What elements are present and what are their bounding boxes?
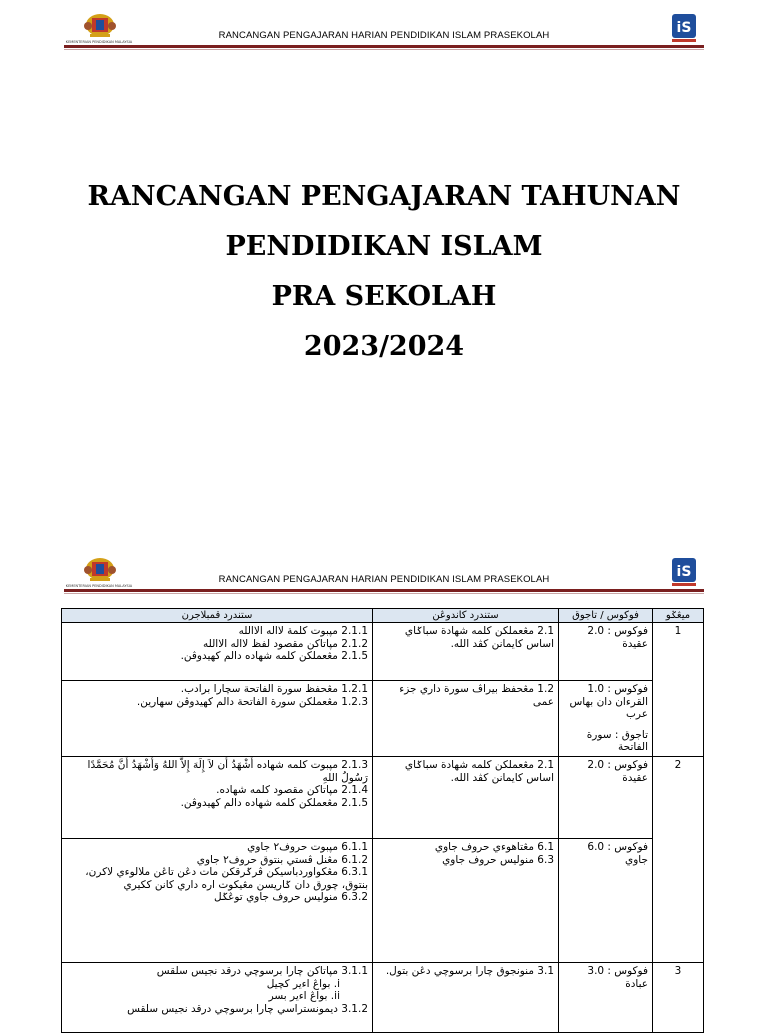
table-row xyxy=(62,623,704,681)
header-rule-thin xyxy=(64,593,704,594)
sp-cell xyxy=(62,681,373,757)
lesson-plan-table xyxy=(61,608,704,1033)
sp-item: 1.2.1 مڠحفظ سورة الفاتحة سچارا برادب. xyxy=(180,683,368,695)
sp-item: 1.2.3 مڠعملكن سورة الفاتحة دالم كهيدوڤن سهارين. xyxy=(136,695,368,708)
sk-item: 6.1 مڠتاهوءي حروف جاوي xyxy=(434,841,554,853)
page-header-second xyxy=(64,556,704,596)
col-header-sp: ستندرد قمبلاجرن xyxy=(62,609,373,623)
header-rule xyxy=(64,45,704,48)
sk-cell: 1.2 مڠحفظ بيراڤ سورة داري جزء عمى xyxy=(373,681,559,757)
table-row xyxy=(62,963,704,1033)
sp-cell xyxy=(62,839,373,963)
cover-title xyxy=(0,172,768,372)
tajuk-text: تاجوق : سورة الفاتحة xyxy=(586,728,648,753)
ministry-label: KEMENTERIAN PENDIDIKAN MALAYSIA xyxy=(65,584,133,588)
sp-item: 3.1.1 مڽاتاكن چارا برسوچي درقد نجيس سلقس xyxy=(156,965,368,977)
sk-cell: 2.1 مڠعملكن كلمه شهادة سباݢاي اساس كايمانن كڤد الله. xyxy=(373,623,559,681)
svg-text:iS: iS xyxy=(676,20,692,36)
sp-cell xyxy=(62,963,373,1033)
ministry-label: KEMENTERIAN PENDIDIKAN MALAYSIA xyxy=(65,40,133,44)
cover-title-line2: PENDIDIKAN ISLAM xyxy=(225,231,543,262)
minggu-cell: 1 xyxy=(653,623,704,757)
sp-item: 6.3.2 منوليس حروف جاوي توڠݢل xyxy=(214,891,368,903)
sp-item: 2.1.3 مڽبوت كلمه شهاده أَشْهَدُ أَن لاَ إِلَهَ إِلاَّ اللهُ وَأَشْهَدُ أَنَّ مُحَمَّدًا رَسُولُ اللهِ xyxy=(87,759,368,784)
sp-item: 3.1.2 ديمونستراسي چارا برسوچي درقد نجيس سلقس xyxy=(127,1002,368,1015)
sp-item: 6.1.2 مڠنل ڤستي بنتوق حروف٢ جاوي xyxy=(196,853,368,866)
sp-subitem: i. بواڠ اءير كچيل xyxy=(266,977,340,990)
sk-cell xyxy=(373,839,559,963)
sp-item: 6.3.1 مڠكواوردباسيكن ڤرݢرقكن مات دڠن تاڠن ملالوءي لاكرن، بنتوق، چورق دان ݢاريسن مڠيكوت اره داري كانن ككيري xyxy=(85,866,368,891)
col-header-minggu: ميڠݢو xyxy=(653,609,704,623)
col-header-sk: ستندرد كاندوڠن xyxy=(373,609,559,623)
table-row xyxy=(62,839,704,963)
fokus-cell: فوكوس : 2.0 عقيدة xyxy=(559,623,653,681)
fokus-text: فوكوس : 1.0 القرءان دان بهاس عرب xyxy=(569,683,648,720)
sp-item: 2.1.4 مڽاتاكن مقصود كلمه شهاده. xyxy=(216,784,368,796)
sp-item: 2.1.5 مڠعملكن كلمه شهاده دالم كهيدوڤن. xyxy=(180,796,368,809)
sk-cell: 3.1 منونجوق چارا برسوچي دڠن بتول. xyxy=(373,963,559,1033)
sp-item: 2.1.1 مڽبوت كلمة لااله الاالله xyxy=(238,625,368,637)
header-rule xyxy=(64,589,704,592)
table-header-row xyxy=(62,609,704,623)
minggu-cell: 2 xyxy=(653,757,704,963)
sp-cell xyxy=(62,623,373,681)
fokus-cell xyxy=(559,681,653,757)
cover-title-line4: 2023/2024 xyxy=(303,331,465,362)
table-row xyxy=(62,757,704,839)
school-logo-icon xyxy=(668,12,700,44)
cover-title-line1: RANCANGAN PENGAJARAN TAHUNAN xyxy=(87,181,681,212)
cover-title-line3: PRA SEKOLAH xyxy=(271,281,497,312)
sp-item: 6.1.1 مڽبوت حروف٢ جاوي xyxy=(247,841,368,853)
sp-cell xyxy=(62,757,373,839)
school-logo-icon xyxy=(668,556,700,588)
fokus-cell: فوكوس : 2.0 عقيدة xyxy=(559,757,653,839)
sk-cell: 2.1 مڠعملكن كلمه شهادة سباݢاي اساس كايمانن كڤد الله. xyxy=(373,757,559,839)
fokus-cell: فوكوس : 6.0 جاوي xyxy=(559,839,653,963)
sp-item: 2.1.2 مڽاتاكن مقصود لفظ لااله الاالله xyxy=(203,637,368,650)
sp-subitem: ii. بواڠ اءير بسر xyxy=(268,990,340,1002)
sk-item: 6.3 منوليس حروف جاوي xyxy=(442,853,554,866)
sp-item: 2.1.5 مڠعملكن كلمه شهاده دالم كهيدوڤن. xyxy=(180,650,368,662)
minggu-cell: 3 xyxy=(653,963,704,1033)
fokus-cell: فوكوس : 3.0 عبادة xyxy=(559,963,653,1033)
header-title: RANCANGAN PENGAJARAN HARIAN PENDIDIKAN ISLAM PRASEKOLAH xyxy=(218,30,550,41)
svg-text:iS: iS xyxy=(676,564,692,580)
header-rule-thin xyxy=(64,49,704,50)
page-header-top xyxy=(64,12,704,52)
header-title: RANCANGAN PENGAJARAN HARIAN PENDIDIKAN ISLAM PRASEKOLAH xyxy=(218,574,550,585)
col-header-fokus: فوكوس / تاجوق xyxy=(559,609,653,623)
table-row xyxy=(62,681,704,757)
